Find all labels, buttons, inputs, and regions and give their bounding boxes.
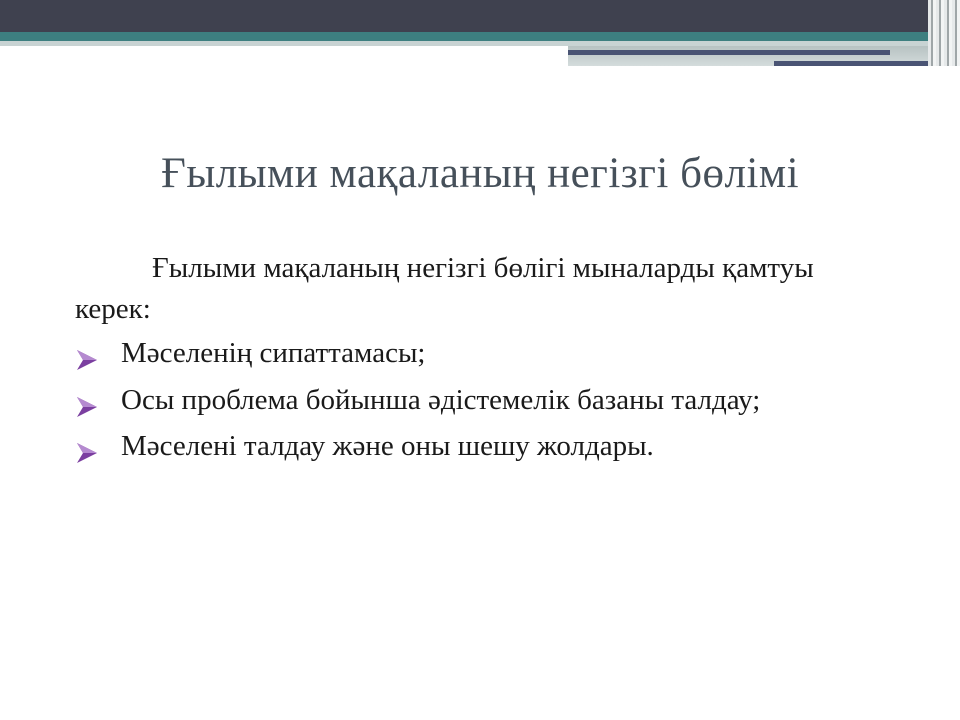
header-dark-band <box>0 0 960 32</box>
list-item <box>75 426 895 467</box>
arrow-chevron-icon <box>75 435 99 457</box>
list-item <box>75 380 895 421</box>
slide-title: Ғылыми мақаланың негізгі бөлімі <box>160 150 800 197</box>
list-item <box>75 333 895 374</box>
header-accent-line <box>568 50 890 55</box>
header-accent-line <box>774 61 944 66</box>
bullet-list <box>75 333 895 467</box>
bullet-text: Осы проблема бойынша әдістемелік базаны талдау; <box>121 383 761 416</box>
bullet-text: Мәселенің сипаттамасы; <box>121 337 426 370</box>
header-teal-band <box>0 32 960 41</box>
arrow-chevron-icon <box>75 389 99 411</box>
arrow-chevron-icon <box>75 342 99 364</box>
corner-stripes-decoration <box>928 0 960 66</box>
intro-paragraph: Ғылыми мақаланың негізгі бөлігі мыналарды қамтуы керек: <box>75 252 814 325</box>
bullet-text: Мәселені талдау және оны шешу жолдары. <box>121 430 654 463</box>
slide-body <box>75 248 895 473</box>
